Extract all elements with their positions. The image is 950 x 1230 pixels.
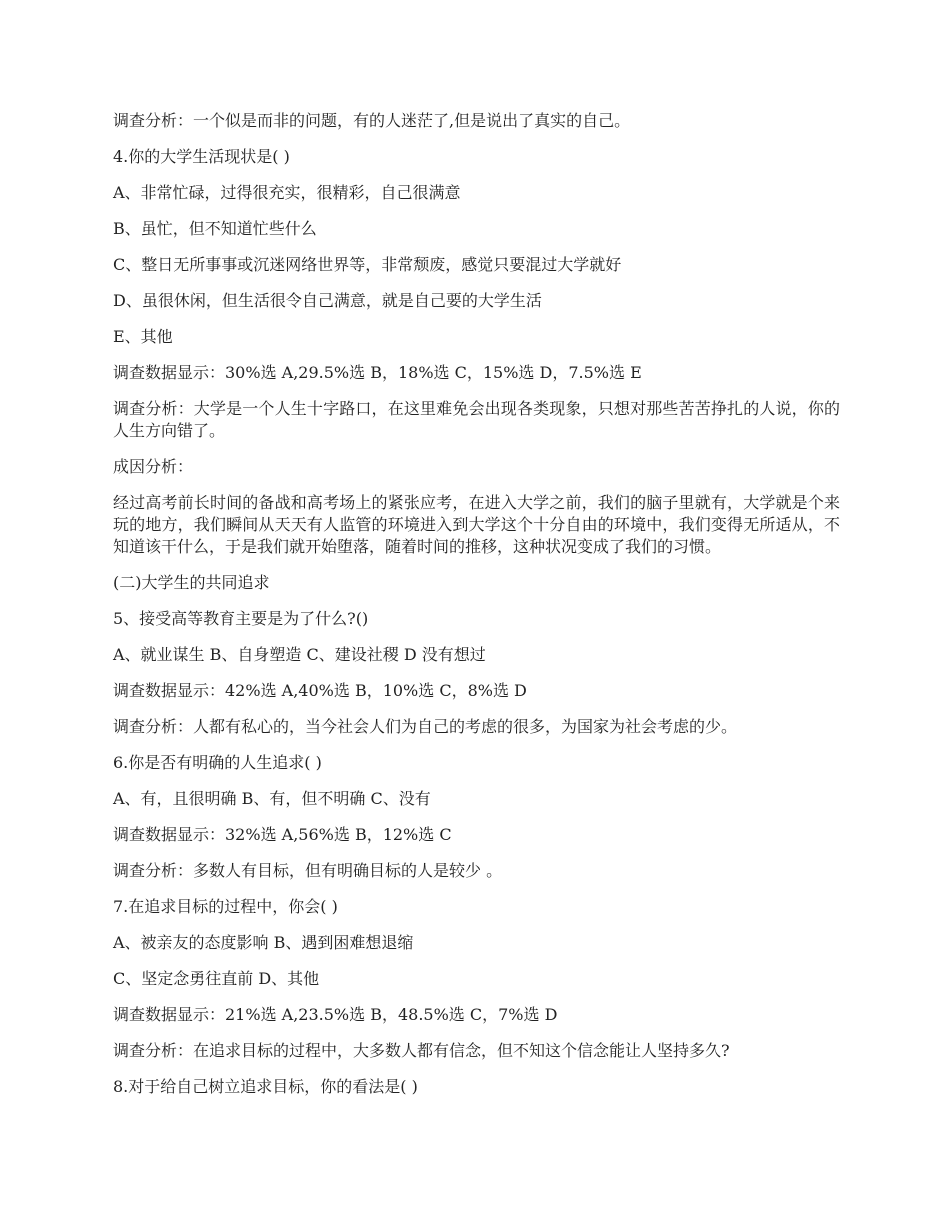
analysis-paragraph: 调查分析：大学是一个人生十字路口，在这里难免会出现各类现象，只想对那些苦苦挣扎的人说，你的人生方向错了。 [113, 399, 840, 440]
survey-data-paragraph: 调查数据显示：32%选 A,56%选 B，12%选 C [113, 825, 452, 844]
analysis-paragraph: 调查分析：一个似是而非的问题，有的人迷茫了,但是说出了真实的自己。 [113, 111, 631, 130]
survey-data-paragraph: 调查数据显示：30%选 A,29.5%选 B，18%选 C，15%选 D，7.5%选 E [113, 363, 642, 382]
options-line: A、有，且很明确 B、有，但不明确 C、没有 [113, 789, 431, 808]
document-body [113, 110, 840, 1112]
analysis-paragraph: 调查分析：人都有私心的，当今社会人们为自己的考虑的很多，为国家为社会考虑的少。 [113, 717, 738, 736]
option-c: C、整日无所事事或沉迷网络世界等，非常颓废，感觉只要混过大学就好 [113, 255, 622, 274]
survey-data-paragraph: 调查数据显示：21%选 A,23.5%选 B，48.5%选 C，7%选 D [113, 1005, 558, 1024]
survey-data-paragraph: 调查数据显示：42%选 A,40%选 B，10%选 C，8%选 D [113, 681, 527, 700]
option-e: E、其他 [113, 327, 173, 346]
question-6: 6.你是否有明确的人生追求( ) [113, 753, 322, 772]
options-line: C、坚定念勇往直前 D、其他 [113, 969, 320, 988]
cause-analysis-paragraph: 经过高考前长时间的备战和高考场上的紧张应考，在进入大学之前，我们的脑子里就有，大学就是个来玩的地方，我们瞬间从天天有人监管的环境进入到大学这个十分自由的环境中，我们变得无所适从，不知道该干什么，于是我们就开始堕落，随着时间的推移，这种状况变成了我们的习惯。 [113, 493, 840, 556]
section-heading: (二)大学生的共同追求 [113, 573, 270, 592]
question-4: 4.你的大学生活现状是( ) [113, 147, 290, 166]
option-b: B、虽忙，但不知道忙些什么 [113, 219, 317, 238]
options-line: A、就业谋生 B、自身塑造 C、建设社稷 D 没有想过 [113, 645, 486, 664]
option-d: D、虽很休闲，但生活很令自己满意，就是自己要的大学生活 [113, 291, 542, 310]
analysis-paragraph: 调查分析：多数人有目标，但有明确目标的人是较少 。 [113, 861, 503, 880]
question-7: 7.在追求目标的过程中，你会( ) [113, 897, 338, 916]
options-line: A、被亲友的态度影响 B、遇到困难想退缩 [113, 933, 414, 952]
cause-analysis-heading: 成因分析： [113, 457, 194, 476]
question-5: 5、接受高等教育主要是为了什么?() [113, 609, 369, 628]
option-a: A、非常忙碌，过得很充实，很精彩，自己很满意 [113, 183, 461, 202]
analysis-paragraph: 调查分析：在追求目标的过程中，大多数人都有信念，但不知这个信念能让人坚持多久? [113, 1041, 730, 1060]
question-8: 8.对于给自己树立追求目标，你的看法是( ) [113, 1077, 418, 1096]
